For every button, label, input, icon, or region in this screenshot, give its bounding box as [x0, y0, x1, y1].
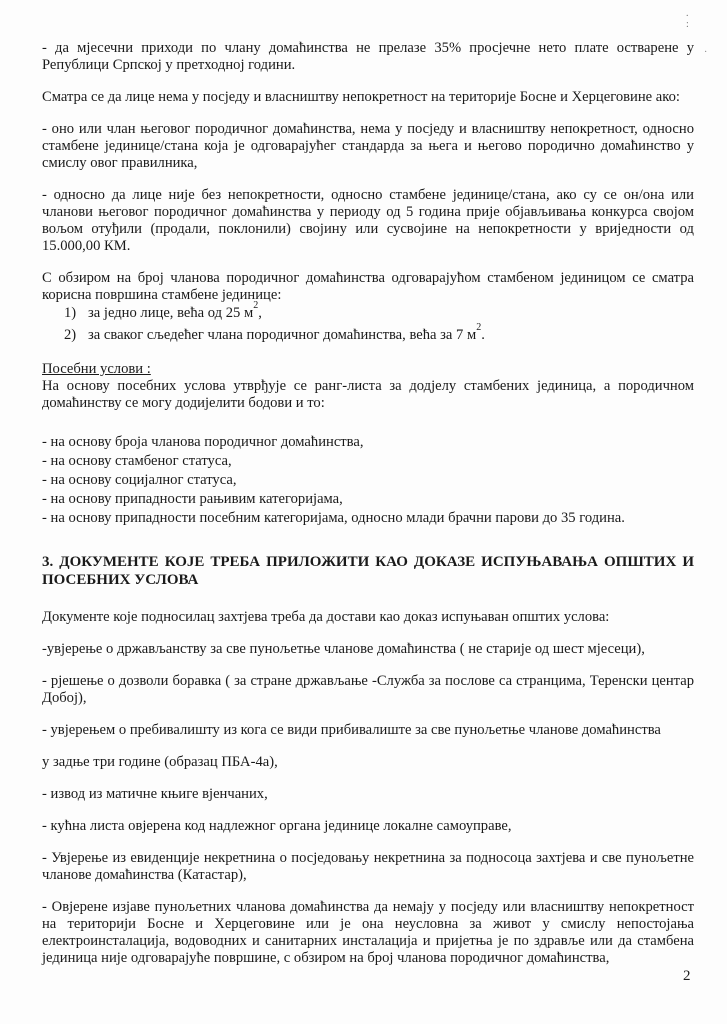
- area-list-tail: ,: [258, 305, 262, 321]
- area-list-tail: .: [481, 327, 485, 343]
- document-item: - рјешење о дозволи боравка ( за стране држављање -Служба за послове са странцима, Теренски центар Добој),: [42, 673, 694, 706]
- list-item: - на основу социјалног статуса,: [42, 472, 237, 488]
- page-number: 2: [683, 968, 691, 984]
- scan-artifact: ·: [704, 47, 708, 58]
- section-3-intro: Документе које подносилац захтјева треба да достави као доказ испуњаван општих услова:: [42, 609, 610, 625]
- special-conditions-title: Посебни услови :: [42, 361, 151, 377]
- special-conditions-intro: На основу посебних услова утврђује се ранг-листа за додјелу стамбених јединица, а породичном домаћинству се могу додијелити бодови и то:: [42, 378, 694, 411]
- document-item: - кућна листа овјерена код надлежног органа јединице локалне самоуправе,: [42, 818, 512, 834]
- special-conditions-list: [42, 434, 694, 527]
- area-list-text: за сваког сљедећег члана породичног домаћинства, већа за 7 м: [88, 327, 477, 343]
- superscript: 2: [476, 322, 482, 333]
- list-item: - на основу припадности рањивим категоријама,: [42, 491, 343, 507]
- document-item: - Увјерење из евиденције некретнина о посједовању некретнина за подносоца захтјева и све пунољетне чланове домаћинства (Катастар),: [42, 850, 694, 883]
- document-item: - увјерењем о пребивалишту из кога се види прибивалиште за све пунољетње чланове домаћинства: [42, 722, 661, 738]
- document-item: - извод из матичне књиге вјенчаних,: [42, 786, 268, 802]
- paragraph-no-property-intro: Сматра се да лице нема у посједу и власништву непокретност на територије Босне и Херцеговине ако:: [42, 89, 680, 105]
- list-item: - на основу припадности посебним категоријама, односно млади брачни парови до 35 година.: [42, 510, 625, 526]
- area-list-number: 2): [64, 327, 77, 343]
- area-list-item: [64, 300, 694, 323]
- paragraph-alienation: - односно да лице није без непокретности, односно стамбене јединице/стана, ако су се он/она или чланови његовог породичног домаћинства у периоду од 5 година прије објављивања конкурса својом вољом отуђили (продали, поклонили) својину или сусвојине на непокретности у вриједности од 15.000,00 КМ.: [42, 187, 694, 254]
- document-item: - Овјерене изјаве пунољетних чланова домаћинства да немају у посједу или власништву непокретност на територији Босне и Херцеговине или је она неусловна за живот у смислу непостојања електроинсталација, водоводних и санитарних инсталација и пријетња је по здравље или да стамбена јединица није одговарајуће површине, с обзиром на број чланова породичног домаћинства,: [42, 899, 694, 966]
- document-item: у задње три године (образац ПБА-4а),: [42, 754, 278, 770]
- area-list-text: за једно лице, већа од 25 м: [88, 305, 254, 321]
- document-item: -увјерење о држављанству за све пунољетње чланове домаћинства ( не старије од шест мјесеци),: [42, 641, 645, 657]
- scan-artifact: . :: [686, 8, 689, 30]
- list-item: - на основу броја чланова породичног домаћинства,: [42, 434, 364, 450]
- paragraph-no-property-member: - оно или члан његовог породичног домаћинства, нема у посједу и власништву непокретност, односно стамбене јединице/стана која је одговарајућег стандарда за њега и његово породично домаћинство у смислу овог правилника,: [42, 121, 694, 171]
- superscript: 2: [253, 300, 259, 311]
- list-item: - на основу стамбеног статуса,: [42, 453, 232, 469]
- paragraph-usable-area: С обзиром на број чланова породичног домаћинства одговарајућом стамбеном јединицом се сматра корисна површина стамбене јединице:: [42, 270, 694, 303]
- paragraph-income-condition: - да мјесечни приходи по члану домаћинства не прелазе 35% просјечне нето плате остварене у Републици Српској у претходној години.: [42, 40, 694, 73]
- section-3-heading: 3. ДОКУМЕНТЕ КОЈЕ ТРЕБА ПРИЛОЖИТИ КАО ДОКАЗЕ ИСПУЊАВАЊА ОПШТИХ И ПОСЕБНИХ УСЛОВА: [42, 554, 694, 588]
- page-content: [42, 40, 694, 982]
- area-list-item: [64, 322, 694, 345]
- area-list-number: 1): [64, 305, 77, 321]
